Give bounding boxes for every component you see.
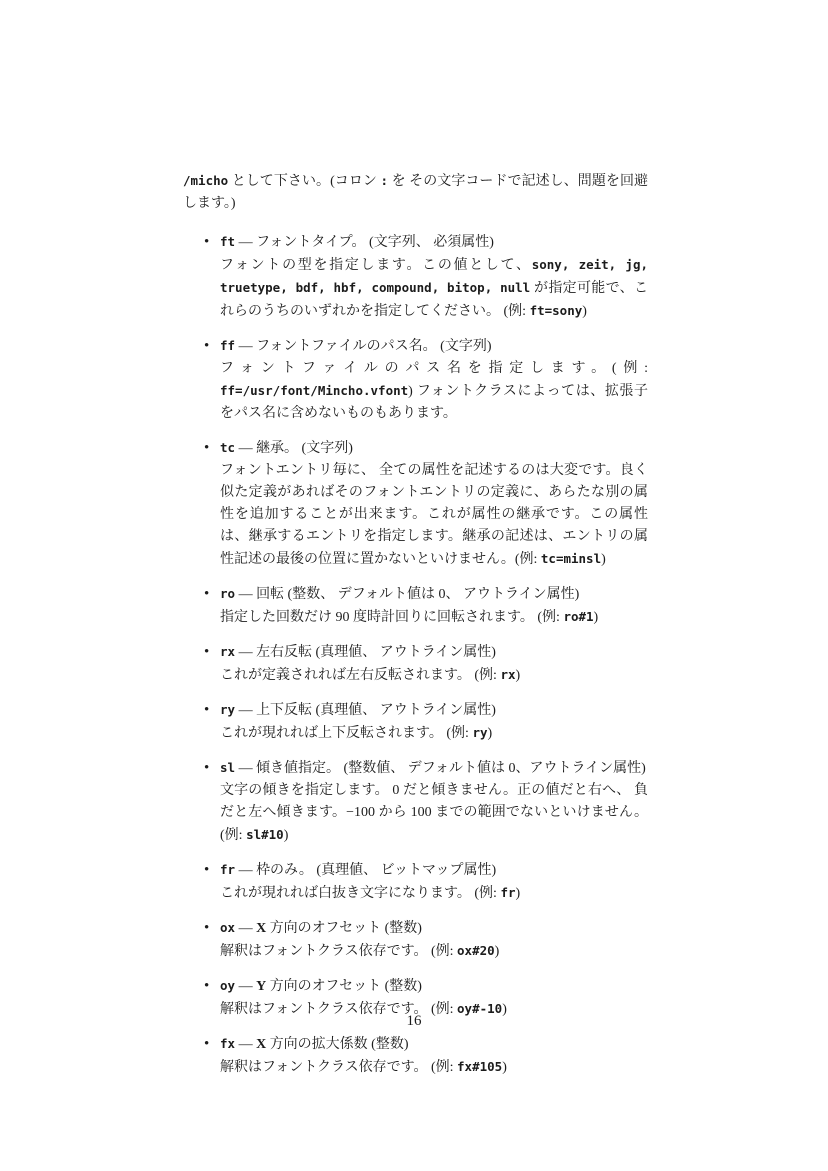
intro-paragraph <box>183 170 648 215</box>
body-text: 解釈はフォントクラス依存です。 (例: <box>220 1002 458 1017</box>
attribute-item-body <box>220 780 648 847</box>
attribute-item-head <box>220 437 648 460</box>
body-text: X <box>256 921 267 936</box>
attribute-item-body <box>220 940 648 963</box>
body-text: 指定した回数だけ 90 度時計回りに回転されます。 (例: <box>220 610 564 625</box>
body-text: ) <box>582 304 587 319</box>
attribute-item-body <box>220 254 648 323</box>
code-text: ft <box>220 234 236 249</box>
attribute-item <box>183 1033 648 1079</box>
body-text: ) <box>515 668 521 683</box>
body-text: が指定可能で、これらのうちのいずれかを指定してください。 (例: <box>220 281 648 319</box>
body-text: 解釈はフォントクラス依存です。 (例: <box>220 944 458 959</box>
attribute-item <box>183 917 648 963</box>
body-text: — 継承。 (文字列) <box>235 441 353 456</box>
attribute-item-head <box>220 641 648 664</box>
attribute-item-body <box>220 460 648 571</box>
attribute-item <box>183 641 648 687</box>
body-text: これが定義されれば左右反転されます。 (例: <box>220 668 501 683</box>
body-text: フォントエントリ毎に、 全ての属性を記述するのは大変です。良く似た定義があればそのフォントエントリの定義に、あらたな別の属性を追加することが出来ます。これが属性の継承です。この属性は、継承するエントリを指定します。継承の記述は、エントリの属性記述の最後の位置に置かないといけません。(例: <box>220 463 648 567</box>
body-text: これが現れれば白抜き文字になります。 (例: <box>220 886 501 901</box>
page-content <box>183 170 648 1091</box>
code-text: ft=sony <box>529 303 583 318</box>
attribute-item-body <box>220 1056 648 1079</box>
code-text: oy#-10 <box>457 1001 503 1016</box>
code-text: rx <box>500 667 516 682</box>
body-text: ) フォントクラスによっては、拡張子をパス名に含めないものもあります。 <box>220 384 648 421</box>
body-text: フォントファイルのパス名を指定します。(例: <box>220 361 648 376</box>
body-text: — 上下反転 (真理値、 アウトライン属性) <box>235 703 496 718</box>
body-text: ) <box>487 726 493 741</box>
code-text: fr <box>500 885 516 900</box>
attribute-item-body <box>220 606 648 629</box>
body-text: ) <box>283 828 289 843</box>
attribute-item-head <box>220 917 648 940</box>
attribute-item <box>183 583 648 629</box>
code-text: oy <box>220 978 236 993</box>
code-text: fx <box>220 1036 236 1051</box>
body-text: — <box>235 921 257 936</box>
attribute-item-body <box>220 358 648 425</box>
attribute-item-head <box>220 231 648 254</box>
body-text: ) <box>601 552 606 567</box>
attribute-item-head <box>220 859 648 882</box>
body-text: — <box>235 1037 257 1052</box>
body-text: ) <box>593 610 599 625</box>
code-text: sony, zeit, jg, truetype, bdf, hbf, compound, bitop, null <box>220 257 649 295</box>
code-text: sl <box>220 760 236 775</box>
attribute-item-head <box>220 583 648 606</box>
body-text: 方向の拡大係数 (整数) <box>266 1037 409 1052</box>
code-text: ox#20 <box>457 943 495 958</box>
code-text: ff <box>220 338 236 353</box>
code-text: tc=minsl <box>540 551 602 566</box>
body-text: を その文字コードで記述し、問題を回避します。) <box>183 174 648 211</box>
body-text: ) <box>502 1002 507 1017</box>
attribute-item <box>183 335 648 425</box>
code-text: ry <box>220 702 236 717</box>
body-text: X <box>256 1037 267 1052</box>
code-text: tc <box>220 440 236 455</box>
attribute-item-body <box>220 664 648 687</box>
body-text: Y <box>256 979 267 994</box>
code-text: sl#10 <box>246 827 284 842</box>
body-text: ) <box>494 944 500 959</box>
attribute-item <box>183 437 648 571</box>
page-number: 16 <box>406 1013 422 1029</box>
attribute-item-head <box>220 699 648 722</box>
body-text: 解釈はフォントクラス依存です。 (例: <box>220 1060 458 1075</box>
body-text: — 枠のみ。 (真理値、 ビットマップ属性) <box>235 863 497 878</box>
code-text: /micho <box>183 173 229 188</box>
attribute-item <box>183 859 648 905</box>
attribute-item-body <box>220 722 648 745</box>
code-text: ox <box>220 920 236 935</box>
attribute-item-head <box>220 335 648 358</box>
code-text: ff=/usr/font/Mincho.vfont <box>220 383 409 398</box>
body-text: フォントの型を指定します。この値として、 <box>220 258 532 273</box>
attribute-item-head <box>220 975 648 998</box>
attribute-item <box>183 231 648 323</box>
code-text: ry <box>472 725 488 740</box>
attribute-item <box>183 699 648 745</box>
body-text: ) <box>515 886 521 901</box>
page-footer <box>0 1010 828 1032</box>
body-text: これが現れれば上下反転されます。 (例: <box>220 726 473 741</box>
attribute-item-head <box>220 757 648 780</box>
body-text: ) <box>502 1060 507 1075</box>
code-text: : <box>380 173 389 188</box>
body-text: — <box>235 979 257 994</box>
body-text: として下さい。(コロン <box>228 174 381 189</box>
code-text: ro <box>220 586 236 601</box>
code-text: rx <box>220 644 236 659</box>
body-text: 方向のオフセット (整数) <box>266 979 422 994</box>
body-text: — 左右反転 (真理値、 アウトライン属性) <box>235 645 496 660</box>
body-text: — 回転 (整数、 デフォルト値は 0、 アウトライン属性) <box>235 587 580 602</box>
body-text: — フォントファイルのパス名。 (文字列) <box>235 339 492 354</box>
body-text: — フォントタイプ。 (文字列、 必須属性) <box>235 235 494 250</box>
attribute-item-head <box>220 1033 648 1056</box>
code-text: fr <box>220 862 236 877</box>
body-text: 方向のオフセット (整数) <box>266 921 422 936</box>
body-text: 文字の傾きを指定します。 0 だと傾きません。正の値だと右へ、 負だと左へ傾きます。−100 から 100 までの範囲でないといけません。 (例: <box>220 783 648 843</box>
body-text: — 傾き値指定。 (整数値、 デフォルト値は 0、アウトライン属性) <box>235 761 646 776</box>
code-text: fx#105 <box>457 1059 503 1074</box>
attribute-item-body <box>220 882 648 905</box>
code-text: ro#1 <box>563 609 594 624</box>
attribute-list <box>183 231 648 1079</box>
attribute-item <box>183 757 648 847</box>
